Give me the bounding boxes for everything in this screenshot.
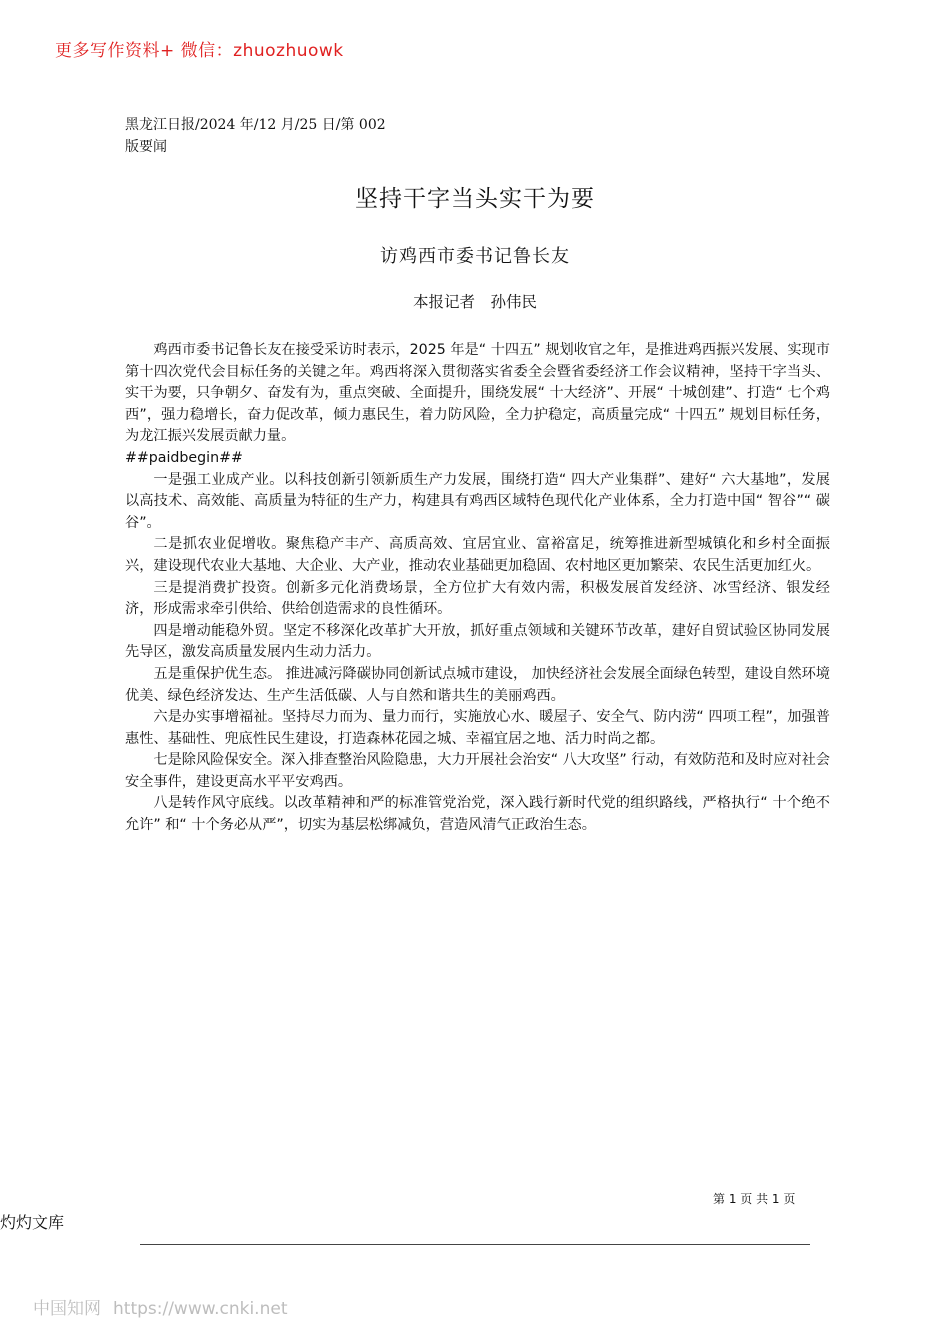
body-paragraph: 四是增动能稳外贸。坚定不移深化改革扩大开放，抓好重点领域和关键环节改革，建好自贸试验区协同发展先导区，激发高质量发展内生动力活力。 [125,622,830,661]
source-line-1: 黑龙江日报/2024 年/12 月/25 日/第 002 [125,117,386,133]
source-line-2: 版要闻 [125,139,167,155]
article-subtitle: 访鸡西市委书记鲁长友 [380,246,570,267]
body-paragraph: 鸡西市委书记鲁长友在接受采访时表示，2025 年是“ 十四五” 规划收官之年，是推进鸡西振兴发展、实现市第十四次党代会目标任务的关键之年。鸡西将深入贯彻落实省委全会暨省委经济工作会议精神，坚持干字当头、实干为要，只争朝夕、奋发有为，重点突破、全面提升，围绕发展“ 十大经济”、开展“ 十城创建”、打造“ 七个鸡西”，强力稳增长，奋力促改革，倾力惠民生，着力防风险，全力护稳定，高质量完成“ 十四五” 规划目标任务，为龙江振兴发展贡献力量。 [125,342,830,445]
cnki-watermark [33,1294,287,1319]
watermark-url[interactable]: https://www.cnki.net [113,1299,288,1319]
promo-banner: 更多写作资料+ 微信：zhuozhuowk [55,41,344,61]
source-citation [125,114,386,158]
body-paragraph: 五是重保护优生态。 推进减污降碳协同创新试点城市建设， 加快经济社会发展全面绿色转型，建设自然环境优美、绿色经济发达、生产生活低碳、人与自然和谐共生的美丽鸡西。 [125,665,830,704]
body-paragraph: 二是抓农业促增收。聚焦稳产丰产、高质高效、宜居宜业、富裕富足，统筹推进新型城镇化和乡村全面振兴，建设现代农业大基地、大企业、大产业，推动农业基础更加稳固、农村地区更加繁荣、农民生活更加红火。 [125,536,830,574]
body-paragraph: 一是强工业成产业。以科技创新引领新质生产力发展，围绕打造“ 四大产业集群”、建好“ 六大基地”，发展以高技术、高效能、高质量为特征的生产力，构建具有鸡西区域特色现代化产业体系，全力打造中国“ 智谷”“ 碳谷”。 [125,471,830,531]
library-name: 灼灼文库 [0,1213,65,1232]
footer-divider [140,1244,810,1245]
body-paragraph: 六是办实事增福祉。坚持尽力而为、量力而行，实施放心水、暖屋子、安全气、防内涝“ 四项工程”，加强普惠性、基础性、兜底性民生建设，打造森林花园之城、幸福宜居之地、活力时尚之都。 [125,709,830,747]
article-author: 本报记者 孙伟民 [412,293,537,311]
watermark-name: 中国知网 [33,1299,101,1319]
body-paragraph: 八是转作风守底线。以改革精神和严的标准管党治党，深入践行新时代党的组织路线，严格执行“ 十个绝不允许” 和“ 十个务必从严”，切实为基层松绑减负，营造风清气正政治生态。 [125,795,830,834]
article-body [125,340,830,837]
paid-marker: ##paidbegin## [125,449,243,466]
body-paragraph: 三是提消费扩投资。创新多元化消费场景，全方位扩大有效内需，积极发展首发经济、冰雪经济、银发经济，形成需求牵引供给、供给创造需求的良性循环。 [125,579,830,618]
page-number: 第 1 页 共 1 页 [713,1192,796,1206]
body-paragraph: 七是除风险保安全。深入排查整治风险隐患，大力开展社会治安“ 八大攻坚” 行动，有效防范和及时应对社会安全事件，建设更高水平平安鸡西。 [125,752,830,790]
article-title: 坚持干字当头实干为要 [355,186,595,212]
